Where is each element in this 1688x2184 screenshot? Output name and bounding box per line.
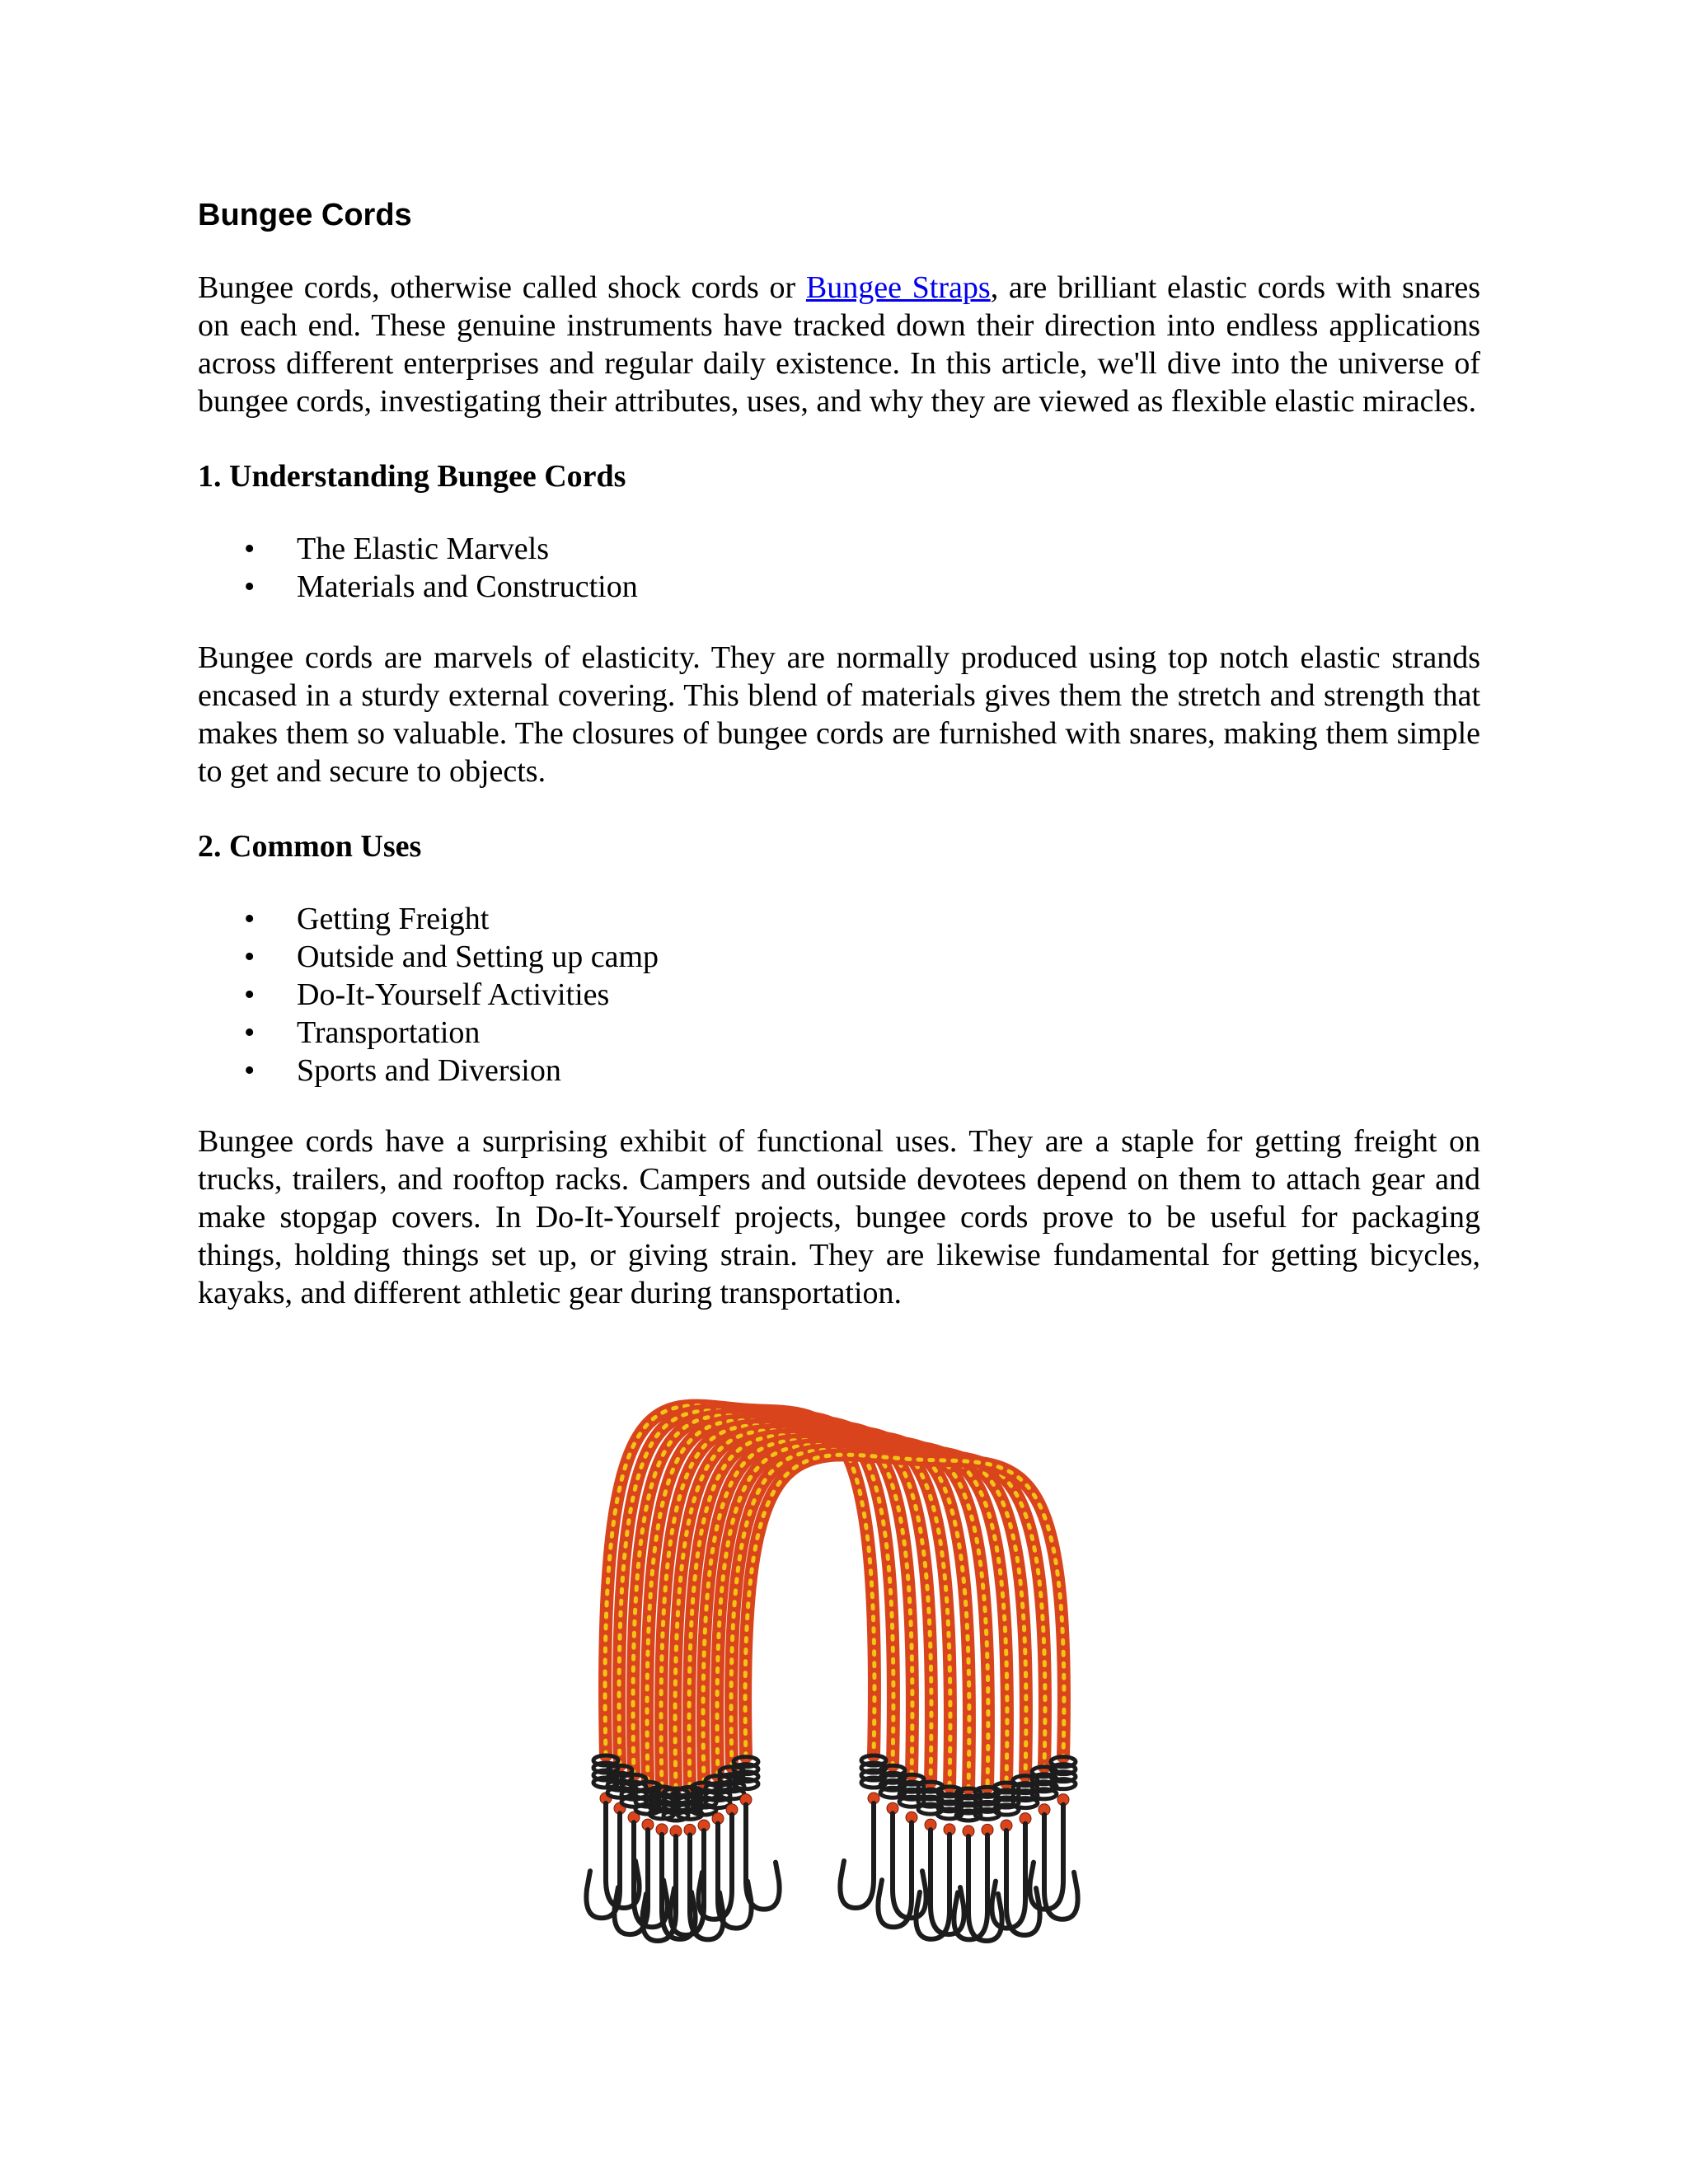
section2-bullet-list — [198, 900, 1480, 1090]
list-item — [198, 568, 1480, 606]
list-item — [198, 1014, 1480, 1052]
bullet-glyph: • — [244, 569, 256, 604]
page-title: Bungee Cords — [198, 198, 412, 232]
section1-bullet-list — [198, 530, 1480, 606]
hooks — [586, 1755, 1077, 1941]
bullet-glyph: • — [244, 977, 256, 1012]
list-item-text: Outside and Setting up camp — [297, 940, 659, 974]
intro-paragraph — [198, 269, 1480, 420]
intro-text-before-link: Bungee cords, otherwise called shock cords or — [198, 270, 806, 305]
section2-paragraph: Bungee cords have a surprising exhibit of functional uses. They are a staple for getting freight on trucks, trailers, and rooftop racks. Campers and outside devotees depend on them to attach gear and make stopgap covers. In Do-It-Yourself projects, bungee cords prove to be useful for packaging things, holding things set up, or giving strain. They are likewise fundamental for getting bicycles, kayaks, and different athletic gear during transportation. — [198, 1124, 1480, 1310]
intro-text-after-link: , are brilliant elastic cords with snares on each end. These genuine instruments have tracked down their direction into endless applications across different enterprises and regular daily existence. In this article, we'll dive into the universe of bungee cords, investigating their attributes, uses, and why they are viewed as flexible elastic miracles. — [198, 270, 1481, 419]
bullet-glyph: • — [244, 1053, 256, 1088]
bungee-straps-link[interactable]: Bungee Straps — [805, 270, 991, 305]
bungee-cords-photo — [528, 1393, 1137, 1970]
list-item-text: Materials and Construction — [297, 569, 638, 604]
bullet-glyph: • — [244, 940, 256, 974]
cord-strands — [605, 1406, 1064, 1788]
cord-bundle — [586, 1406, 1077, 1941]
list-item-text: Do-It-Yourself Activities — [297, 977, 610, 1012]
bullet-glyph: • — [244, 532, 256, 566]
list-item — [198, 938, 1480, 976]
list-item-text: Getting Freight — [297, 902, 490, 936]
list-item-text: Sports and Diversion — [297, 1053, 561, 1088]
bullet-glyph: • — [244, 902, 256, 936]
list-item-text: Transportation — [297, 1015, 481, 1050]
section1-heading: 1. Understanding Bungee Cords — [198, 459, 626, 494]
bullet-glyph: • — [244, 1015, 256, 1050]
list-item — [198, 1052, 1480, 1090]
list-item — [198, 976, 1480, 1014]
section2-heading: 2. Common Uses — [198, 829, 422, 864]
list-item — [198, 530, 1480, 568]
article-content — [198, 194, 1480, 1312]
hook-wire — [840, 1803, 874, 1908]
list-item — [198, 900, 1480, 938]
section1-paragraph: Bungee cords are marvels of elasticity. They are normally produced using top notch elastic strands encased in a sturdy external covering. This blend of materials gives them the stretch and strength that makes them so valuable. The closures of bungee cords are furnished with snares, making them simple to get and secure to objects. — [198, 640, 1480, 789]
list-item-text: The Elastic Marvels — [297, 532, 550, 566]
